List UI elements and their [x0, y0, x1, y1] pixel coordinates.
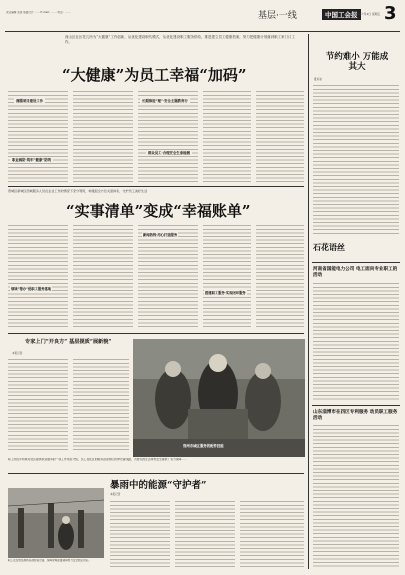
masthead	[0, 0, 405, 30]
sidebar-bottom-body	[313, 424, 399, 568]
story2-headline: “实事清单”变成“幸福账单”	[66, 202, 251, 220]
photo-caption: 郑州市城区服务的配件技能	[183, 444, 224, 448]
story2-sub1: 领域“帮办”促职工服务落地	[11, 287, 52, 291]
sidebar-top-byline: 夏东旭	[314, 78, 322, 81]
photo-long-caption: 职工向近年积极对社区提供职业服务的一项工作项目介绍，员工在社区的服务站里细心检修设备线路，为居民的生活用电安全提供了有力保障……	[8, 458, 188, 461]
story2-deck: 西城区新城区西城服务人员在企业工作的情况下充分利用，构建起全方位关爱体系，守护员工美好生活	[8, 189, 148, 193]
bottom-caption: 职工在变电站现场巡视检查设备，保障迎峰度夏期间电力安全稳定供应。	[8, 559, 91, 562]
masthead-left-info: 责任编辑 张旭 版面设计 …… E-mail：…… 电话：……	[6, 11, 71, 14]
worker-photo-illustration	[133, 339, 305, 457]
story1-col1	[8, 90, 68, 185]
main-photo	[133, 339, 305, 457]
story3-headline: 专家上门“开良方” 基层提质“展新貌”	[25, 339, 112, 345]
paper-name: 中国工会报	[322, 9, 361, 20]
story2-col3	[138, 224, 198, 329]
story2-sub2: 新闻热线·用心打造服务	[143, 233, 178, 237]
story2-sub3: 搭建职工服务·实现闭环服务	[205, 291, 246, 295]
sidebar-mid-body	[313, 282, 399, 402]
story3-col2	[73, 358, 129, 453]
story2-col2	[73, 224, 133, 329]
story1-sub1: 商圈项目建设工作	[16, 99, 44, 103]
sidebar-bottom-title: 山东淄博市在四区专利服务 动员职工服务活动	[313, 410, 398, 421]
story1-sub2: 职业病防·筑牢“健康”防线	[12, 158, 51, 162]
masthead-rule	[5, 31, 400, 32]
column-logo	[313, 240, 399, 260]
story2-col5	[256, 224, 304, 329]
sidebar-top-body	[313, 84, 399, 234]
substation-photo-illustration	[8, 488, 104, 558]
story1-headline: “大健康”为员工幸福“加码”	[62, 66, 247, 84]
story2-col1	[8, 224, 68, 329]
issue-date: 2025年7月4日 星期五	[352, 12, 381, 16]
story4-col2	[175, 500, 235, 568]
story3-byline: 本报记者	[12, 352, 23, 355]
story1-col2	[73, 90, 133, 185]
story3-col1	[8, 358, 68, 453]
story1-sub4: 群众员工·合理安全生命检测	[148, 151, 190, 155]
page-number: 3	[384, 3, 397, 24]
story2-top-rule	[8, 186, 304, 187]
section-title: 基层·一线	[258, 11, 297, 21]
story3-top-rule	[8, 333, 304, 334]
sidebar-mid-title: 河南省国能电力公司 电工面向专业职工的活动	[313, 267, 398, 278]
sidebar-top-title: 节约难小 万能成其大	[325, 52, 389, 72]
sidebar-rule-2	[312, 405, 400, 406]
story1-col5	[256, 90, 304, 185]
story1-deck: 西山区社区托儿所为“大健康”工作创新，从优化建设职代模式，从优化建设职工服务供给，推进建立员工健康档案，努力把健康计划落到职工家门口工作。	[65, 35, 295, 44]
sidebar-rule-1	[312, 262, 400, 263]
story4-headline: 暴雨中的能源“守护者”	[110, 480, 207, 491]
column-name: 石花语丝	[313, 242, 345, 252]
story1-col4	[203, 90, 251, 185]
story4-top-rule	[8, 473, 304, 474]
story1-col3	[138, 90, 198, 185]
story4-byline: 本报记者	[110, 493, 121, 496]
bottom-photo	[8, 488, 104, 558]
story4-col3	[240, 500, 304, 568]
sidebar-divider	[308, 34, 309, 569]
story1-sub3: 长期推进“理”·安全主题教育行	[142, 99, 188, 103]
story4-col1	[110, 500, 170, 568]
story2-col4	[203, 224, 251, 329]
